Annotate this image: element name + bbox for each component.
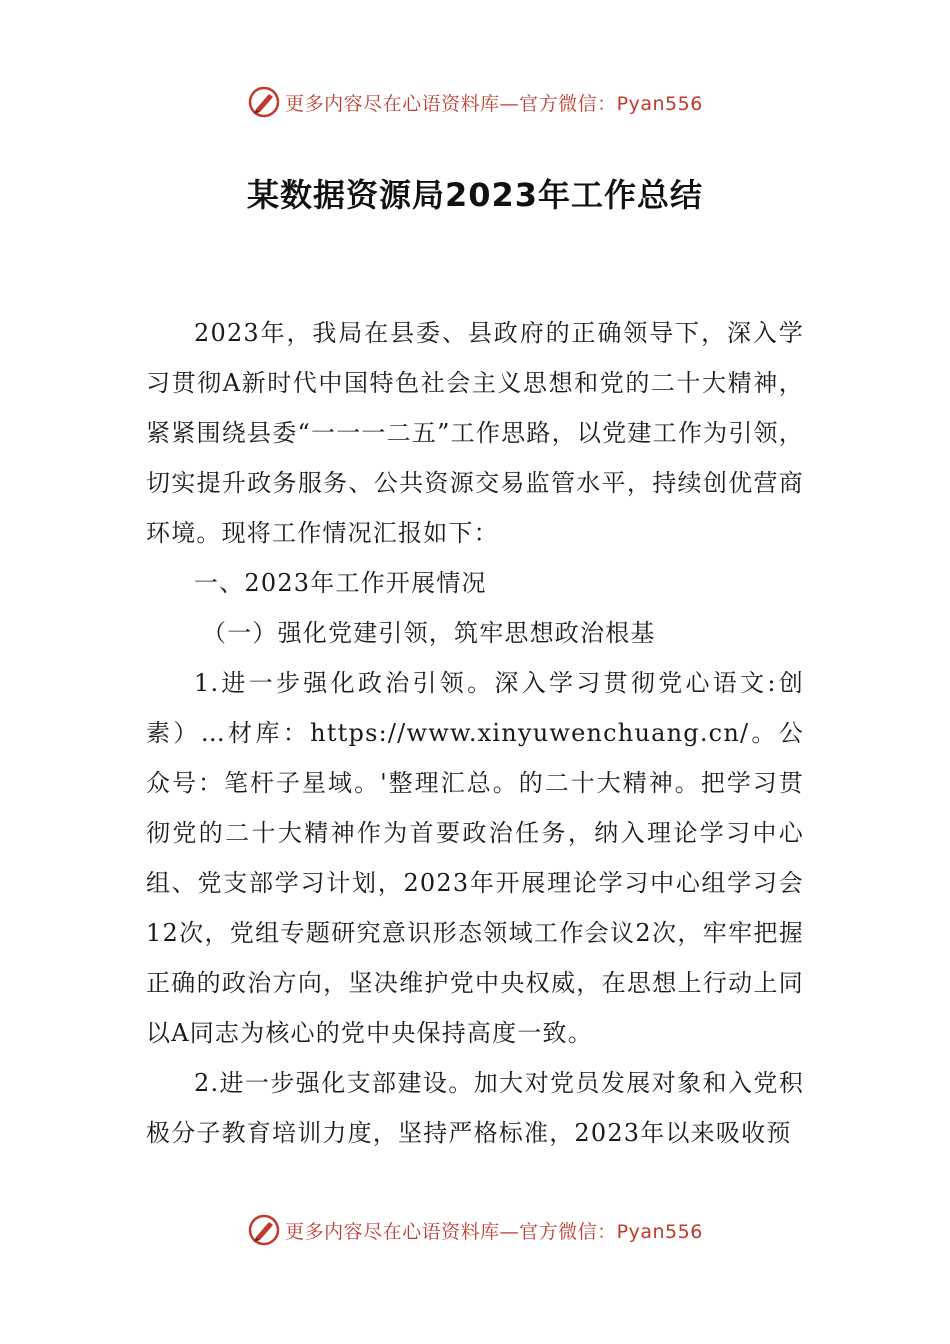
watermark-text: 更多内容尽在心语资料库—官方微信：Pyan556 [285,92,703,115]
watermark-wechat-id: Pyan556 [616,92,703,115]
watermark-banner-top [0,82,950,122]
watermark-banner-bottom [0,1210,950,1250]
document-body [146,308,804,1158]
body-paragraph-1: 1.进一步强化政治引领。深入学习贯彻党心语文:创素）…材库：https://www.xinyuwenchuang.cn/。公众号：笔杆子星域。'整理汇总。的二十大精神。把学习贯彻党的二十大精神作为首要政治任务，纳入理论学习中心组、党支部学习计划，2023年开展理论学习中心组学习会12次，党组专题研究意识形态领域工作会议2次，牢牢把握正确的政治方向，坚决维护党中央权威，在思想上行动上同以A同志为核心的党中央保持高度一致。 [146,669,804,1047]
intro-paragraph: 2023年，我局在县委、县政府的正确领导下，深入学习贯彻A新时代中国特色社会主义思想和党的二十大精神，紧紧围绕县委“一一一二五”工作思路，以党建工作为引领，切实提升政务服务、公共资源交易监管水平，持续创优营商环境。现将工作情况汇报如下： [146,319,804,547]
subsection-heading: （一）强化党建引领，筑牢思想政治根基 [202,619,656,647]
body-paragraph-2: 2.进一步强化支部建设。加大对党员发展对象和入党积极分子教育培训力度，坚持严格标准，2023年以来吸收预 [146,1069,804,1147]
watermark-text: 更多内容尽在心语资料库—官方微信：Pyan556 [285,1220,703,1243]
document-title: 某数据资源局2023年工作总结 [246,176,704,214]
section-heading: 一、2023年工作开展情况 [194,569,487,597]
pen-logo-icon [247,1213,281,1247]
pen-logo-icon [247,85,281,119]
watermark-wechat-id: Pyan556 [616,1220,703,1243]
